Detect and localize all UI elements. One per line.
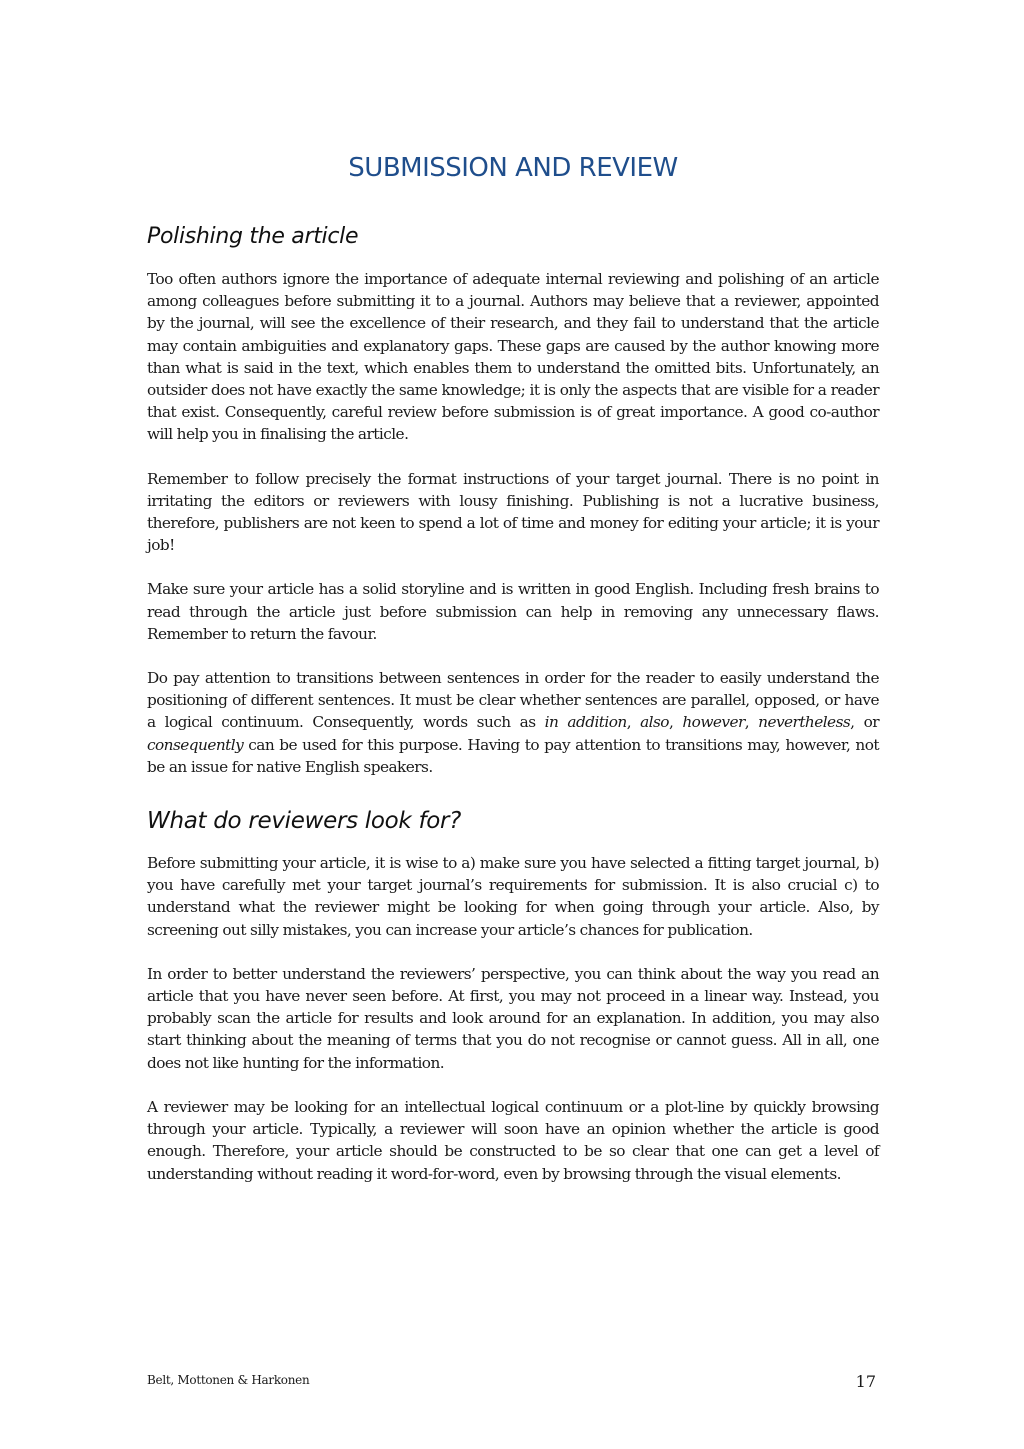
paragraph: In order to better understand the reviewers’ perspective, you can think about the way you read an article that you have never seen before. At first, you may not proceed in a linear way. Instead, you probably scan the article for results and look around for an explanation. In addition, you may also start thinking about the meaning of terms that you do not recognise or cannot guess. All in all, one does not like hunting for the information. — [147, 964, 879, 1072]
separator: , — [668, 713, 683, 732]
paragraph-transitions — [147, 667, 879, 778]
emphasis-term: also — [640, 713, 669, 732]
paragraph: Too often authors ignore the importance of adequate internal reviewing and polishing of an article among colleagues before submitting it to a journal. Authors may believe that a reviewer, appointed by the journal, will see the excellence of their research, and they fail to understand that the article may contain ambiguities and explanatory gaps. These gaps are caused by the author knowing more than what is said in the text, which enables them to understand the omitted bits. Unfortunately, an outsider does not have exactly the same knowledge; it is only the aspects that are visible for a reader that exist. Consequently, careful review before submission is of great importance. A good co-author will help you in finalising the article. — [147, 270, 879, 444]
paragraph: Before submitting your article, it is wise to a) make sure you have selected a fitting target journal, b) you have carefully met your target journal’s requirements for submission. It is also crucial c) to understand what the reviewer might be looking for when going through your article. Also, by screening out silly mistakes, you can increase your article’s chances for publication. — [147, 854, 879, 939]
page-content — [147, 148, 879, 1207]
separator: , or — [850, 713, 879, 732]
page-number: 17 — [855, 1372, 876, 1391]
emphasis-term: in addition — [544, 713, 627, 732]
emphasis-term: however — [682, 713, 745, 732]
separator: , — [626, 713, 641, 732]
separator: , — [744, 713, 759, 732]
paragraph-text: can be used for this purpose. Having to pay attention to transitions may, however, not be an issue for native English speakers. — [147, 735, 879, 776]
footer-authors: Belt, Mottonen & Harkonen — [147, 1373, 310, 1387]
emphasis-term: consequently — [147, 735, 244, 754]
section-heading-reviewers: What do reviewers look for? — [147, 808, 462, 835]
paragraph: Make sure your article has a solid storyline and is written in good English. Including fresh brains to read through the article just before submission can help in removing any unnecessary flaws. Remember to return the favour. — [147, 580, 879, 643]
emphasis-term: nevertheless — [758, 713, 851, 732]
section-heading-polishing: Polishing the article — [147, 224, 359, 249]
page-title: SUBMISSION AND REVIEW — [348, 153, 678, 183]
paragraph: A reviewer may be looking for an intellectual logical continuum or a plot-line by quickly browsing through your article. Typically, a reviewer will soon have an opinion whether the article is good enough. Therefore, your article should be constructed to be so clear that one can get a level of understanding without reading it word-for-word, even by browsing through the visual elements. — [147, 1097, 879, 1183]
paragraph-text: Do pay attention to transitions between sentences in order for the reader to easily understand the positioning of different sentences. It must be clear whether sentences are parallel, opposed, or have a logical continuum. Consequently, words such as — [147, 669, 879, 732]
paragraph: Remember to follow precisely the format instructions of your target journal. There is no point in irritating the editors or reviewers with lousy finishing. Publishing is not a lucrative business, therefore, publishers are not keen to spend a lot of time and money for editing your article; it is your job! — [147, 469, 879, 555]
